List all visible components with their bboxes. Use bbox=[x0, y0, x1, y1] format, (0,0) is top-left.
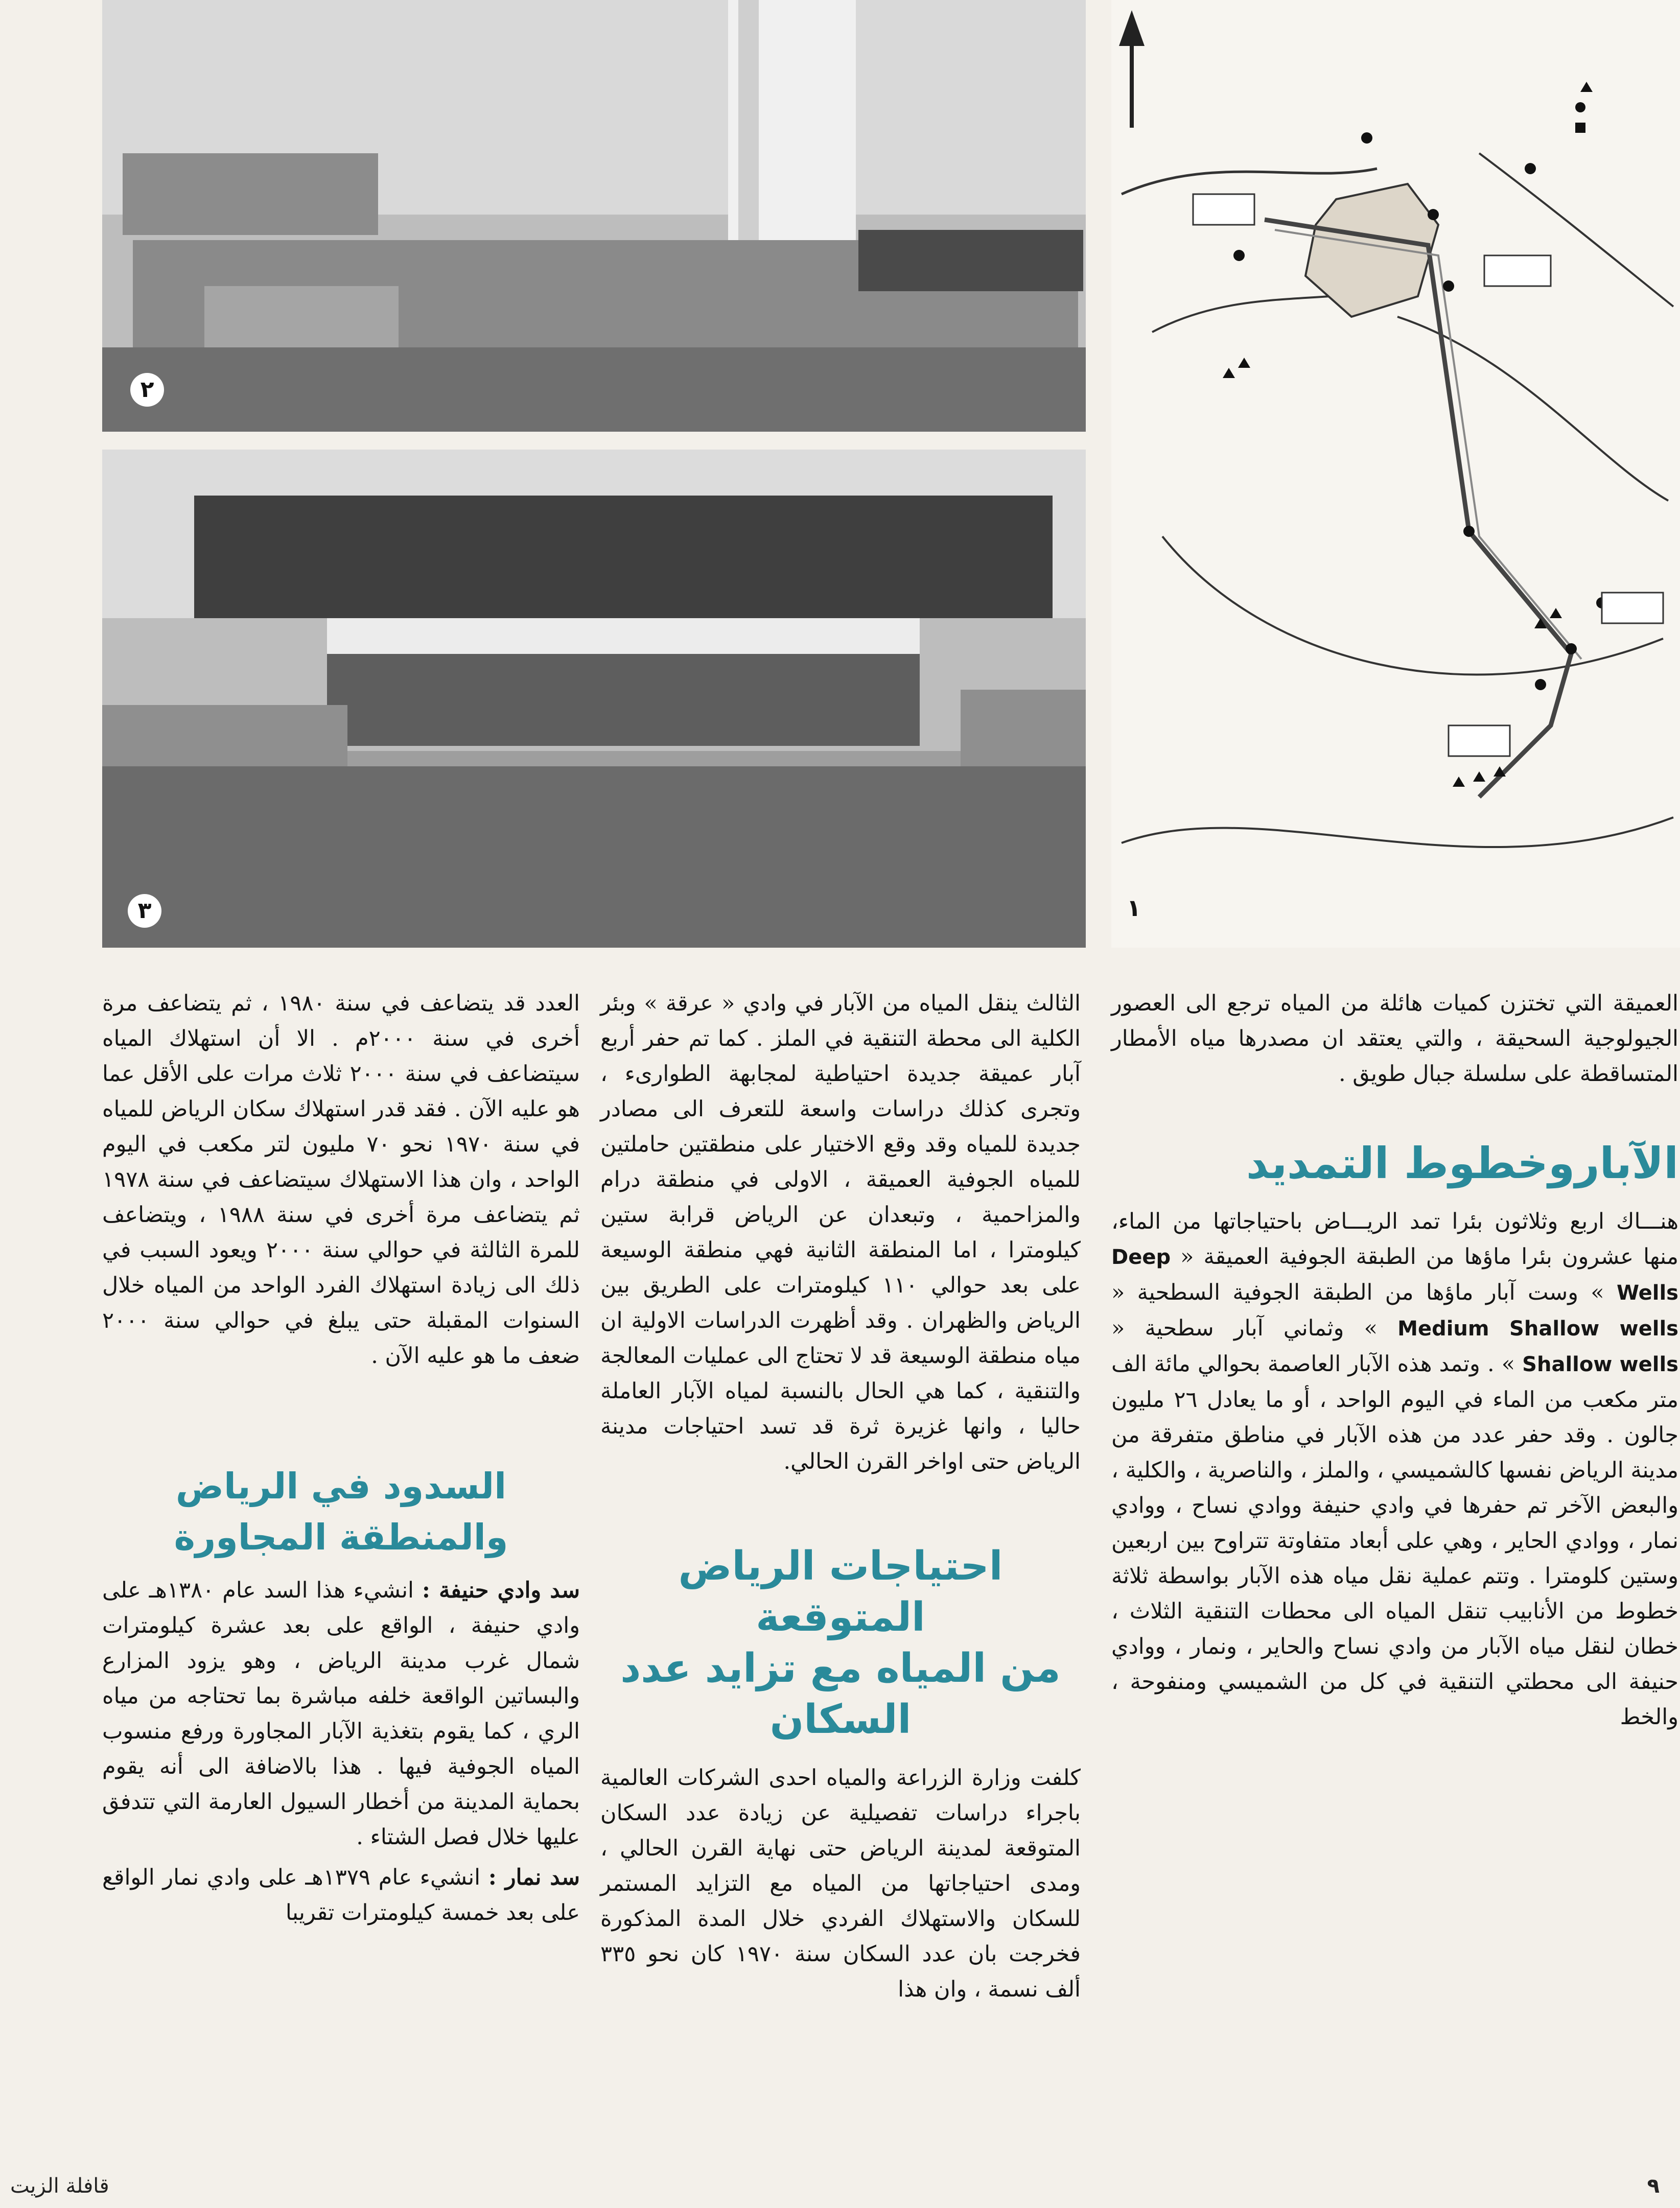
column-middle bbox=[600, 986, 1081, 2012]
magazine-name: قافلة الزيت bbox=[10, 2174, 109, 2198]
map-number: ١ bbox=[1127, 894, 1141, 922]
wells-text-4: » . وتمد هذه الآبار العاصمة بحوالي مائة الف متر مكعب من الماء في اليوم الواحد ، أو ما يعادل ٢٦ مليون جالون . وقد حفر عدد من هذه الآبار في مناطق متفرقة من مدينة الرياض نفسها كالشميسي ، والملز ، والناصرية ، والكلية ، والبعض الآخر تم حفرها في وادي حنيفة ووادي نساح ، ووادي نمار ، ووادي الحاير ، وهي على أبعاد متفاوتة تتراوح بين اربعين وستين كلومترا . وتتم عملية نقل مياه هذه الآبار بواسطة ثلاثة خطوط من الأنابيب تنقل المياه الى محطات التنقية الثلاث ، خطان لنقل مياه الآبار من وادي نساح والحاير ، ونمار ، ووادي حنيفة الى محطتي التنقية في كل من الشميسي ومنفوحة ، والخط bbox=[1111, 1351, 1678, 1730]
heading-needs-line1: احتياجات الرياض المتوقعة bbox=[678, 1543, 1003, 1640]
map-wells-pipelines bbox=[1111, 0, 1680, 948]
page-number: ٩ bbox=[1647, 2174, 1660, 2198]
photo-water-tower bbox=[102, 0, 1086, 432]
wells-text-1: هنـــاك اربع وثلاثون بئرا تمد الريـــاض باحتياجاتها من الماء، منها عشرون بئرا ماؤها من الطبقة الجوفية العميقة « bbox=[1111, 1209, 1678, 1270]
dam-nimar-text: انشيء عام ١٣٧٩هـ على وادي نمار الواقع على بعد خمسة كيلومترات تقريبا bbox=[102, 1865, 580, 1925]
left-paragraph-1: العدد قد يتضاعف في سنة ١٩٨٠ ، ثم يتضاعف مرة أخرى في سنة ٢٠٠٠م . الا أن استهلاك المياه سيتضاعف في سنة ٢٠٠٠ ثلاث مرات على الأقل عما هو عليه الآن . فقد قدر استهلاك سكان الرياض للمياه في سنة ١٩٧٠ نحو ٧٠ مليون لتر مكعب في اليوم الواحد ، وان هذا الاستهلاك سيتضاعف في سنة ١٩٧٨ ثم يتضاعف مرة أخرى في سنة ١٩٨٨ ، ويتضاعف للمرة الثالثة في حوالي سنة ٢٠٠٠ ويعود السبب في ذلك الى زيادة استهلاك الفرد الواحد من المياه خلال السنوات المقبلة حتى يبلغ في حوالي سنة ٢٠٠٠ ضعف ما هو عليه الآن . bbox=[102, 991, 580, 1369]
wells-text-2: » وست آبار ماؤها من الطبقة الجوفية السطحية « bbox=[1111, 1280, 1604, 1305]
middle-paragraph-1: الثالث ينقل المياه من الآبار في وادي « عرقة » وبئر الكلية الى محطة التنقية في الملز . كما تم حفر أربع آبار عميقة جديدة احتياطية لمجابهة الطوارىء ، وتجرى كذلك دراسات واسعة للتعرف الى مصادر جديدة للمياه وقد وقع الاختيار على منطقتين حاملتين للمياه الجوفية العميقة ، الاولى في منطقة درام والمزاحمية ، وتبعدان عن الرياض قرابة ستين كيلومترا ، اما المنطقة الثانية فهي منطقة الوسيعة على بعد حوالي ١١٠ كيلومترات على الطريق بين الرياض والظهران . وقد أظهرت الدراسات الاولية ان مياه منطقة الوسيعة قد لا تحتاج الى عمليات المعالجة والتنقية ، كما هي الحال بالنسبة لمياه الآبار العاملة حاليا ، وانها غزيرة ثرة قد تسد احتياجات مدينة الرياض حتى اواخر القرن الحالي. bbox=[600, 991, 1081, 1474]
dam-nimar-title: سد نمار : bbox=[488, 1865, 580, 1890]
photo-number-badge: ٢ bbox=[130, 373, 164, 407]
dam-wadi-hanifa-text: انشيء هذا السد عام ١٣٨٠هـ على وادي حنيفة ، الواقع على بعد عشرة كيلومترات شمال غرب مدينة الرياض ، وهو يزود المزارع والبساتين الواقعة خلفه مباشرة بما تحتاجه من مياه الري ، كما يقوم بتغذية الآبار المجاورة ورفع منسوب المياه الجوفية فيها . هذا بالاضافة الى أنه يقوم بحماية المدينة من أخطار السيول العارمة التي تتدفق عليها خلال فصل الشتاء . bbox=[102, 1578, 580, 1850]
section-heading-needs bbox=[600, 1541, 1081, 1745]
dam-nimar-paragraph bbox=[102, 1860, 580, 1931]
section-heading-wells: الآباروخطوط التمديد bbox=[1246, 1138, 1678, 1188]
section-heading-dams: السدود في الرياض والمنطقة المجاورة bbox=[174, 1465, 508, 1558]
column-left bbox=[102, 986, 580, 1936]
heading-needs-line2: من المياه مع تزايد عدد السكان bbox=[620, 1646, 1061, 1743]
term-deep-wells: Deep Wells bbox=[1111, 1246, 1678, 1305]
term-shallow-wells: Shallow wells bbox=[1522, 1353, 1678, 1376]
middle-paragraph-2: كلفت وزارة الزراعة والمياه احدى الشركات العالمية باجراء دراسات تفصيلية عن زيادة عدد السكان المتوقعة لمدينة الرياض حتى نهاية القرن الحالي ، ومدى احتياجاتها من المياه مع التزايد المستمر للسكان والاستهلاك الفردي خلال المدة المذكورة فخرجت بان عدد السكان سنة ١٩٧٠ كان نحو ٣٣٥ ألف نسمة ، وان هذا bbox=[600, 1765, 1081, 2002]
photo-number-badge: ٣ bbox=[128, 894, 161, 928]
photo-swimming-pool bbox=[102, 450, 1086, 948]
column-right bbox=[1111, 986, 1678, 1740]
wells-paragraph bbox=[1111, 1204, 1678, 1735]
wells-text-3: » وثماني آبار سطحية « bbox=[1111, 1316, 1378, 1341]
term-medium-shallow-wells: Medium Shallow wells bbox=[1397, 1317, 1678, 1341]
dam-wadi-hanifa-paragraph bbox=[102, 1573, 580, 1855]
intro-paragraph: العميقة التي تختزن كميات هائلة من المياه ترجع الى العصور الجيولوجية السحيقة ، والتي يعتقد ان مصدرها مياه الأمطار المتساقطة على سلسلة جبال طويق . bbox=[1111, 991, 1678, 1087]
dam-wadi-hanifa-title: سد وادي حنيفة : bbox=[422, 1578, 580, 1603]
